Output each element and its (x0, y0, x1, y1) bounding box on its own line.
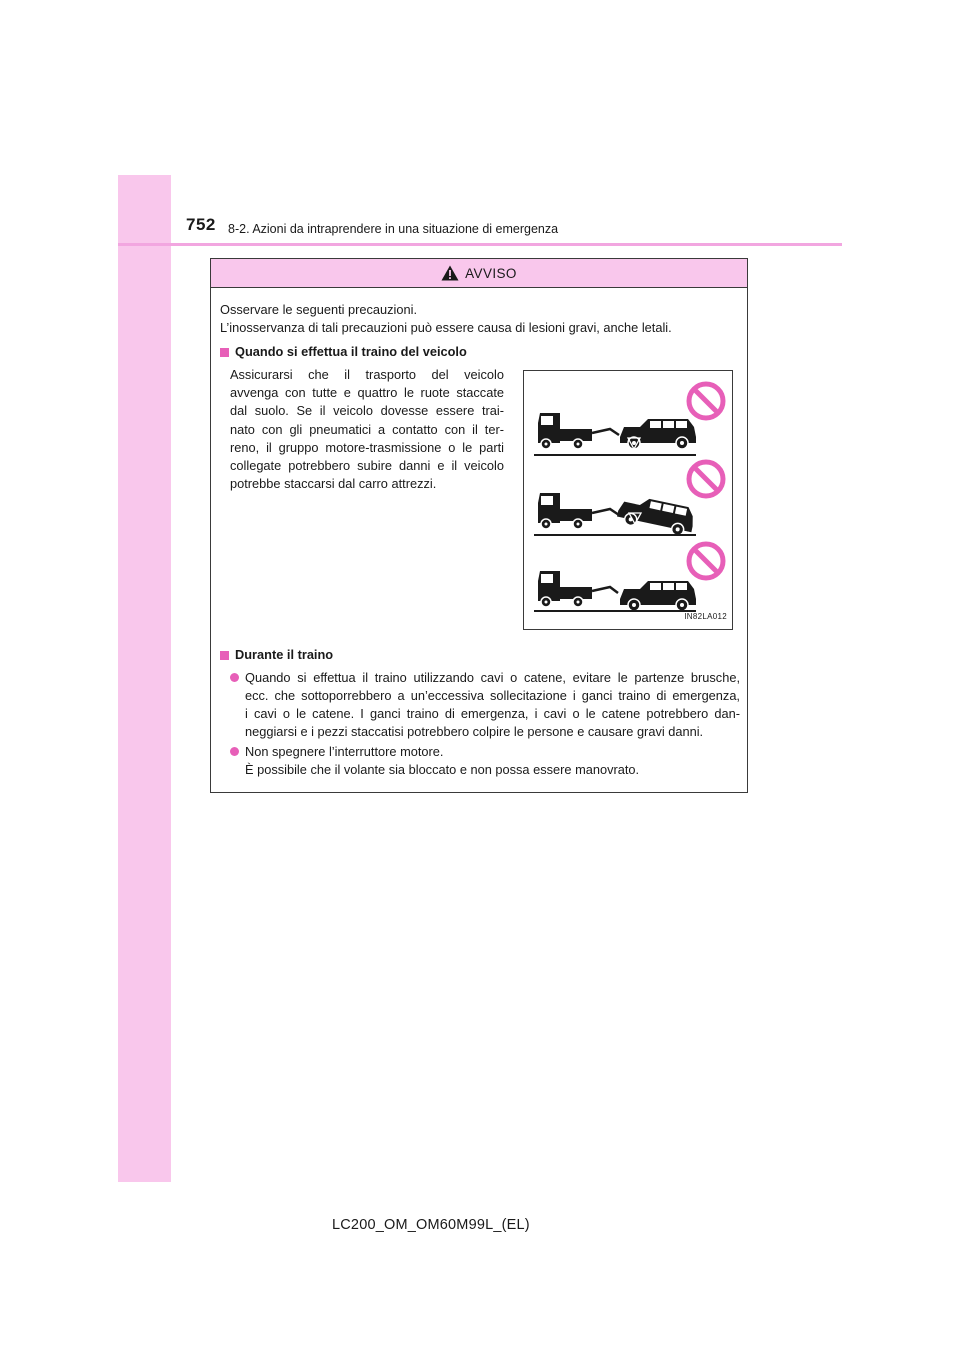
paragraph-line: potrebbe staccarsi dal carro attrezzi. (230, 476, 437, 492)
warning-intro (220, 301, 672, 337)
bullet-line: Non spegnere l’interruttore motore. (245, 744, 444, 759)
towing-heading-text: Quando si effettua il traino del veicolo (235, 344, 467, 359)
bullet-line: È possibile che il volante sia bloccato e non possa essere manovrato. (245, 762, 640, 777)
section-title: 8-2. Azioni da intraprendere in una situazione di emergenza (228, 222, 559, 236)
warning-triangle-icon (441, 265, 459, 281)
bullet-item (230, 669, 740, 741)
header-rule (118, 243, 842, 246)
warning-header (211, 259, 747, 288)
bullet-text (245, 669, 740, 741)
bullet-item (230, 743, 740, 779)
towing-illustration (523, 370, 733, 630)
intro-line: Osservare le seguenti precauzioni. (220, 302, 418, 317)
paragraph-line: avvenga con tutte e quattro le ruote staccate (230, 385, 504, 401)
during-heading-text: Durante il traino (235, 647, 334, 662)
tow-scene-1 (534, 384, 723, 455)
paragraph-line: Assicurarsi che il trasporto del veicolo (230, 367, 504, 382)
paragraph-line: dal suolo. Se il veicolo dovesse essere trai- (230, 403, 504, 419)
tow-scene-3 (534, 544, 723, 611)
paragraph-line: collegate potrebbero subire danni e il veicolo (230, 458, 504, 474)
round-bullet-icon (230, 747, 239, 756)
intro-line: L’inosservanza di tali precauzioni può essere causa di lesioni gravi, anche letali. (220, 320, 672, 335)
footer-code: LC200_OM_OM60M99L_(EL) (332, 1217, 530, 1233)
paragraph-line: nato con gli pneumatici a contatto con il ter- (230, 421, 504, 437)
towing-heading (220, 343, 467, 361)
bullet-line: neggiarsi e i pezzi staccatisi potrebbero colpire le persone e causare gravi danni. (245, 724, 704, 739)
page-number: 752 (186, 215, 216, 234)
illustration-code: IN82LA012 (684, 612, 727, 621)
bullet-line: Quando si effettua il traino utilizzando cavi o catene, evitare le partenze brusche, (245, 670, 740, 685)
bullet-line: ecc. che sottoporrebbero a un’eccessiva sollecitazione i ganci traino di emergenza, (245, 688, 740, 703)
during-heading (220, 646, 333, 664)
towing-diagram (524, 371, 732, 629)
side-color-band (118, 175, 171, 1182)
square-bullet-icon (220, 651, 229, 660)
bullet-line: i cavi o le catene. I ganci traino di emergenza, i cavi o le catene potrebbero dan- (245, 706, 740, 721)
square-bullet-icon (220, 348, 229, 357)
paragraph-line: reno, il gruppo motore-trasmissione o le parti (230, 439, 504, 455)
warning-title: AVVISO (465, 265, 517, 281)
round-bullet-icon (230, 673, 239, 682)
warning-box (210, 258, 748, 793)
bullet-text (245, 743, 740, 779)
towing-paragraph (230, 366, 504, 493)
tow-scene-2 (534, 462, 723, 538)
